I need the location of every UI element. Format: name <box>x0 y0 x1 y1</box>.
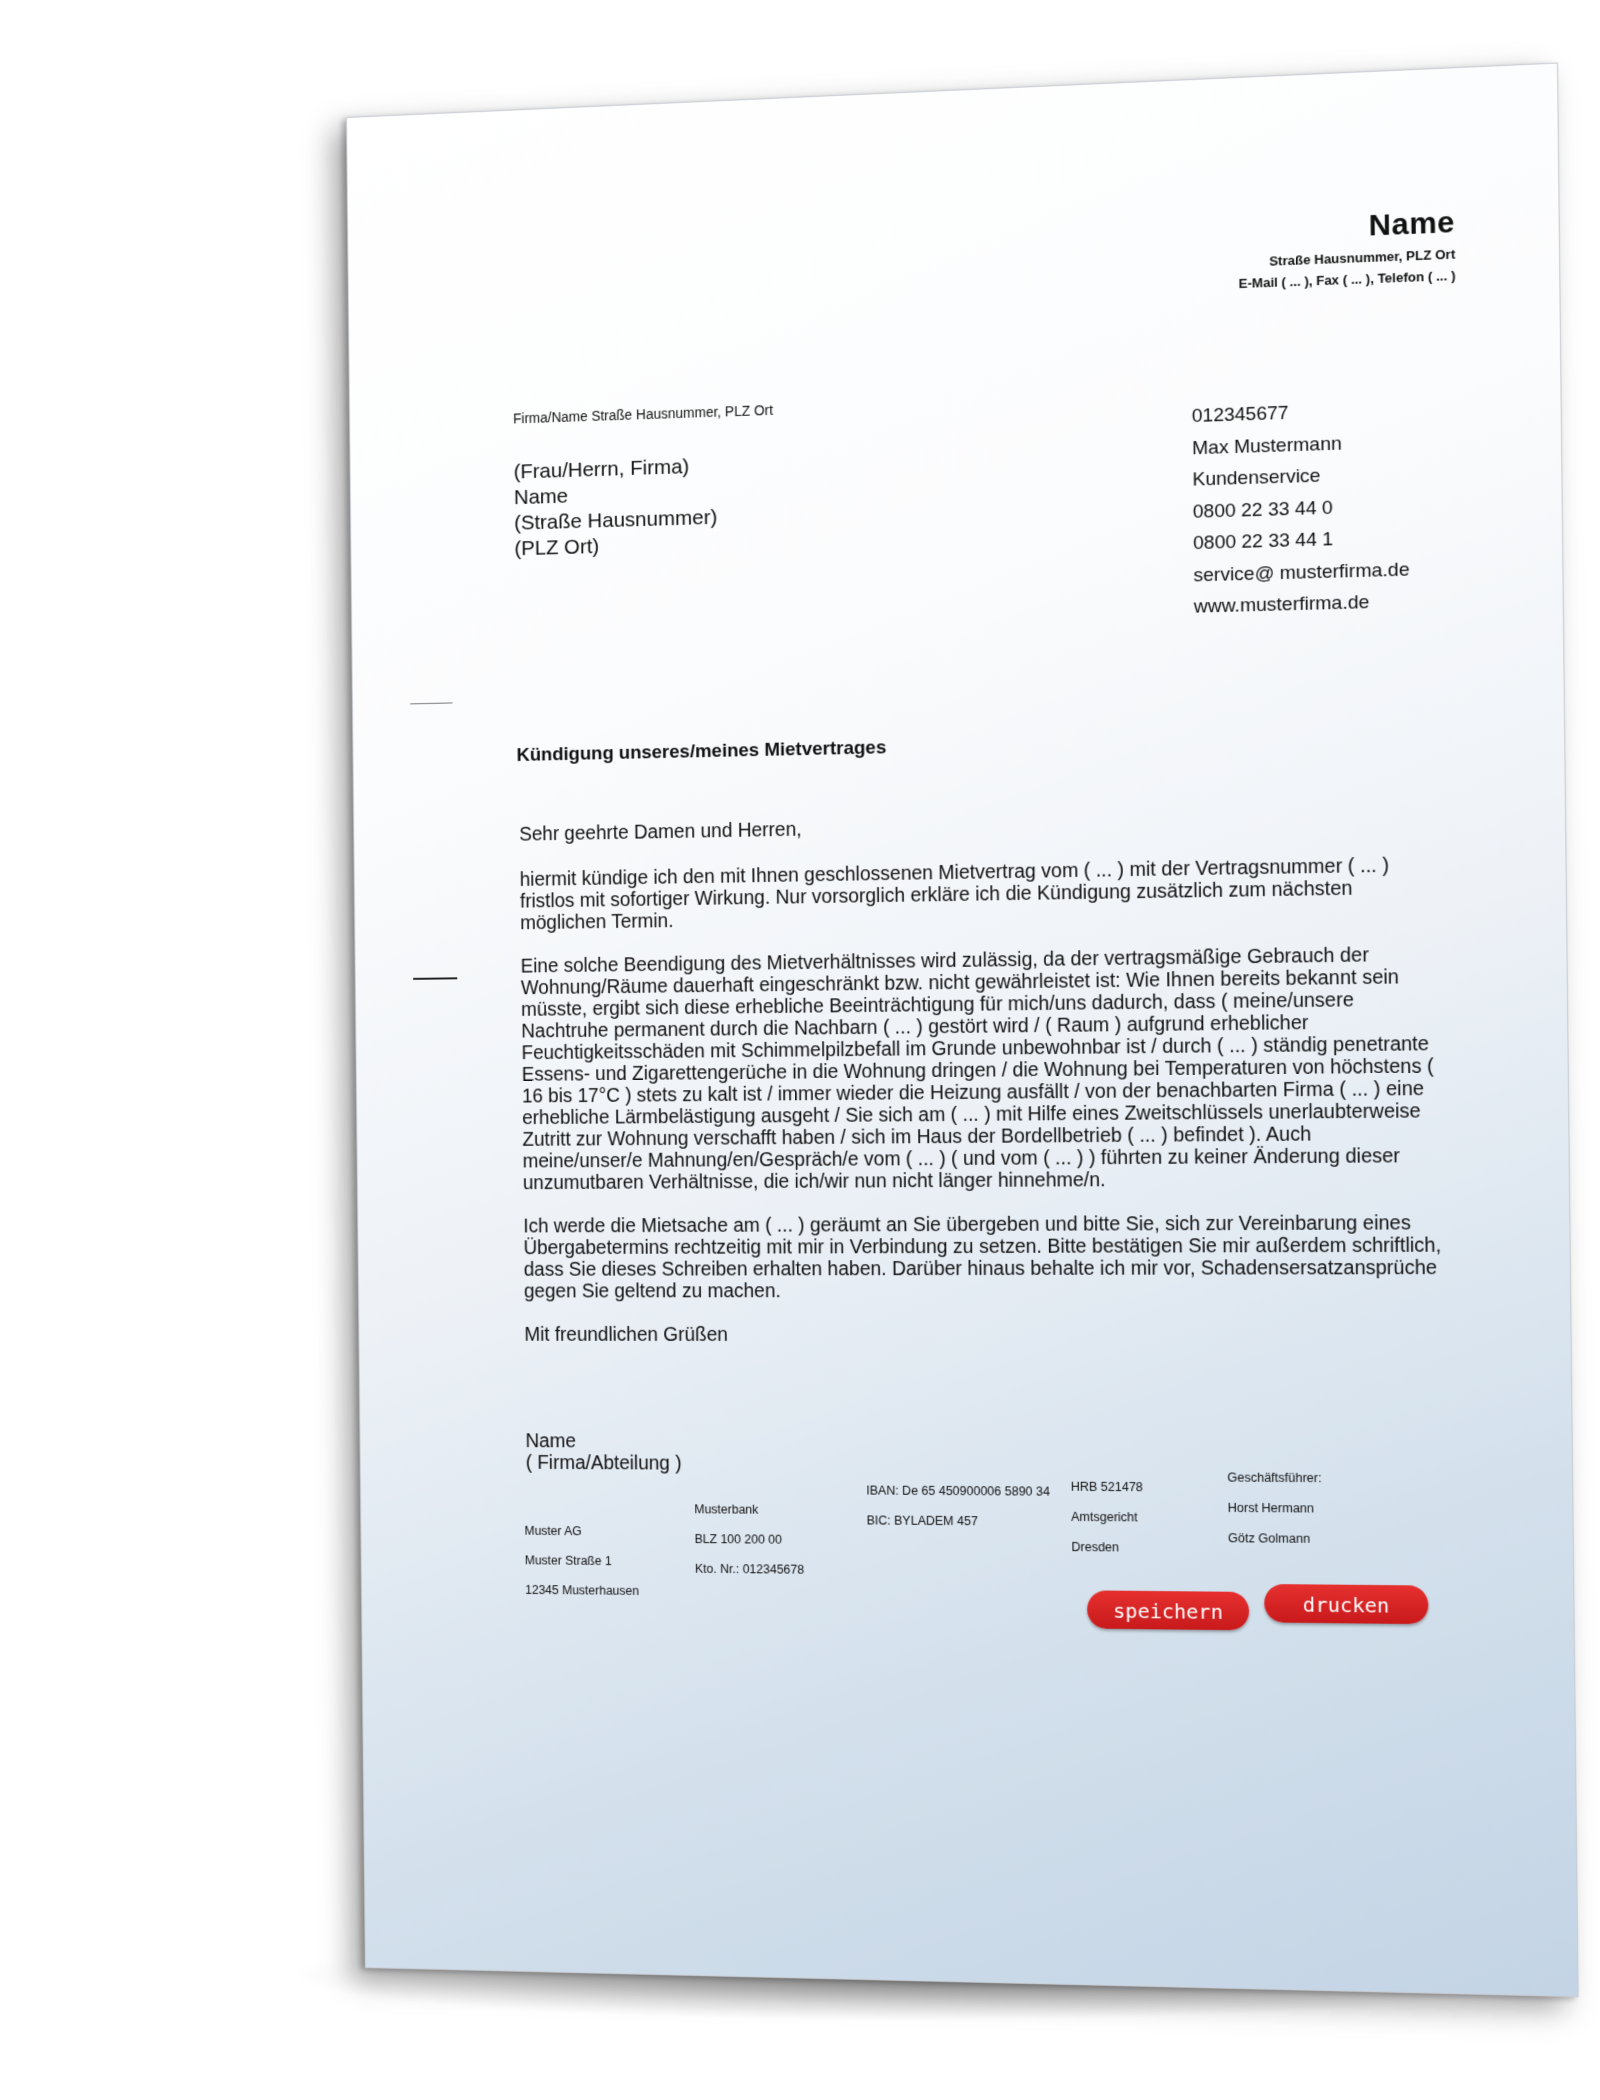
letter-subject: Kündigung unseres/meines Mietvertrages <box>516 737 887 766</box>
footer-line: Horst Hermann <box>1227 1500 1315 1516</box>
reference-number: 012345677 <box>1191 402 1289 428</box>
recipient-line: (Straße Hausnummer) <box>514 505 718 535</box>
footer-line: BIC: BYLADEM 457 <box>866 1513 978 1529</box>
body-paragraph: hiermit kündige ich den mit Ihnen geschlossenen Mietvertrag vom ( ... ) mit der Vertragsnummer ( ... ) fristlos mit sofortiger Wirkung. Nur vorsorglich erkläre ich die Kündigung zusätzlich zum nächsten möglichen Termin. <box>519 854 1390 935</box>
footer-company <box>524 1516 639 1606</box>
closing: Mit freundlichen Grüßen <box>524 1324 729 1346</box>
letter-page <box>346 63 1579 1998</box>
footer-line: IBAN: De 65 450900006 5890 34 <box>866 1483 1051 1499</box>
return-address: Firma/Name Straße Hausnummer, PLZ Ort <box>513 401 774 427</box>
letterhead-contact: E-Mail ( ... ), Fax ( ... ), Telefon ( ... ) <box>1238 267 1456 292</box>
footer-line: 12345 Musterhausen <box>525 1582 640 1598</box>
letter-body <box>519 807 1444 1479</box>
footer-line: BLZ 100 200 00 <box>694 1532 782 1547</box>
footer-line: Geschäftsführer: <box>1227 1470 1322 1486</box>
footer-line: Musterbank <box>694 1502 759 1517</box>
email: service@ musterfirma.de <box>1193 558 1410 586</box>
salutation: Sehr geehrte Damen und Herren, <box>519 818 802 846</box>
footer-line: Götz Golmann <box>1227 1531 1311 1546</box>
footer-iban <box>866 1476 1050 1537</box>
print-button[interactable]: drucken <box>1264 1584 1428 1624</box>
phone: 0800 22 33 44 0 <box>1192 497 1333 523</box>
recipient-line: (PLZ Ort) <box>514 535 600 561</box>
save-button[interactable]: speichern <box>1087 1590 1249 1630</box>
body-paragraph: Eine solche Beendigung des Mietverhältnisses wird zulässig, da der vertragsmäßige Gebrauch der Wohnung/Räume dauerhaft eingeschränkt bzw. nicht gewährleistet ist: Wie Ihnen bereits bekannt sein müsste, ergibt sich diese erhebliche Beeinträchtigung für mich/uns dadurch, dass ( meine/unsere Nachtruhe permanent durch die Nachbarn ( ... ) gestört wird / ( Raum ) aufgrund erheblicher Feuchtigkeitsschäden mit Schimmelpilzbefall im Grunde unbewohnbar ist / durch ( ... ) ständig penetrante Essens- und Zigarettengerüche in die Wohnung dringen / die Wohnung bei Temperaturen von höchstens ( 16 bis 17°C ) stets zu kalt ist / immer wieder die Heizung ausfällt / von der benachbarten Firma ( ... ) eine erhebliche Lärmbelästigung ausgeht / Sie sich am ( ... ) mit Hilfe eines Zweitschlüssels unerlaubterweise Zutritt zur Wohnung verschafft haben / sich im Haus der Bordellbetrieb ( ... ) befindet ). Auch meine/unser/e Mahnung/en/Gespräch/e vom ( ... ) ( und vom ( ... ) ) führten zu keiner Änderung dieser unzumutbaren Verhältnisse, die ich/wir nun nicht länger hinnehme/n. <box>520 944 1434 1195</box>
letterhead-address: Straße Hausnummer, PLZ Ort <box>1269 246 1456 269</box>
footer-line: Muster Straße 1 <box>524 1553 612 1569</box>
signature-department: ( Firma/Abteilung ) <box>525 1452 682 1475</box>
footer-line: Dresden <box>1071 1539 1120 1555</box>
footer-line: Kto. Nr.: 012345678 <box>694 1561 805 1577</box>
contact-info <box>1192 394 1410 624</box>
recipient-line: Name <box>513 484 569 510</box>
body-paragraph: Ich werde die Mietsache am ( ... ) geräumt an Sie übergeben und bitte Sie, sich zur Vereinbarung eines Übergabetermins rechtzeitig mit mir in Verbindung zu setzen. Bitte bestätigen Sie mir außerdem schriftlich, dass Sie dieses Schreiben erhalten haben. Darüber hinaus behalte ich mir vor, Schadensersatzansprüche gegen Sie geltend zu machen. <box>523 1212 1442 1303</box>
signature-name: Name <box>525 1430 576 1453</box>
punch-mark <box>413 977 457 980</box>
footer-line: Amtsgericht <box>1071 1509 1138 1525</box>
department: Kundenservice <box>1192 465 1321 491</box>
footer-register <box>1071 1472 1144 1563</box>
website: www.musterfirma.de <box>1193 591 1370 618</box>
fold-mark <box>410 702 452 704</box>
letterhead <box>1238 206 1456 291</box>
fax: 0800 22 33 44 1 <box>1193 528 1334 555</box>
footer-line: HRB 521478 <box>1070 1479 1143 1495</box>
recipient-line: (Frau/Herrn, Firma) <box>513 455 690 484</box>
recipient-address <box>514 453 718 562</box>
letterhead-name: Name <box>1368 205 1456 243</box>
footer-bank <box>694 1494 804 1584</box>
footer-line: Muster AG <box>524 1523 582 1539</box>
footer-management <box>1227 1462 1322 1554</box>
contact-person: Max Mustermann <box>1192 432 1342 459</box>
